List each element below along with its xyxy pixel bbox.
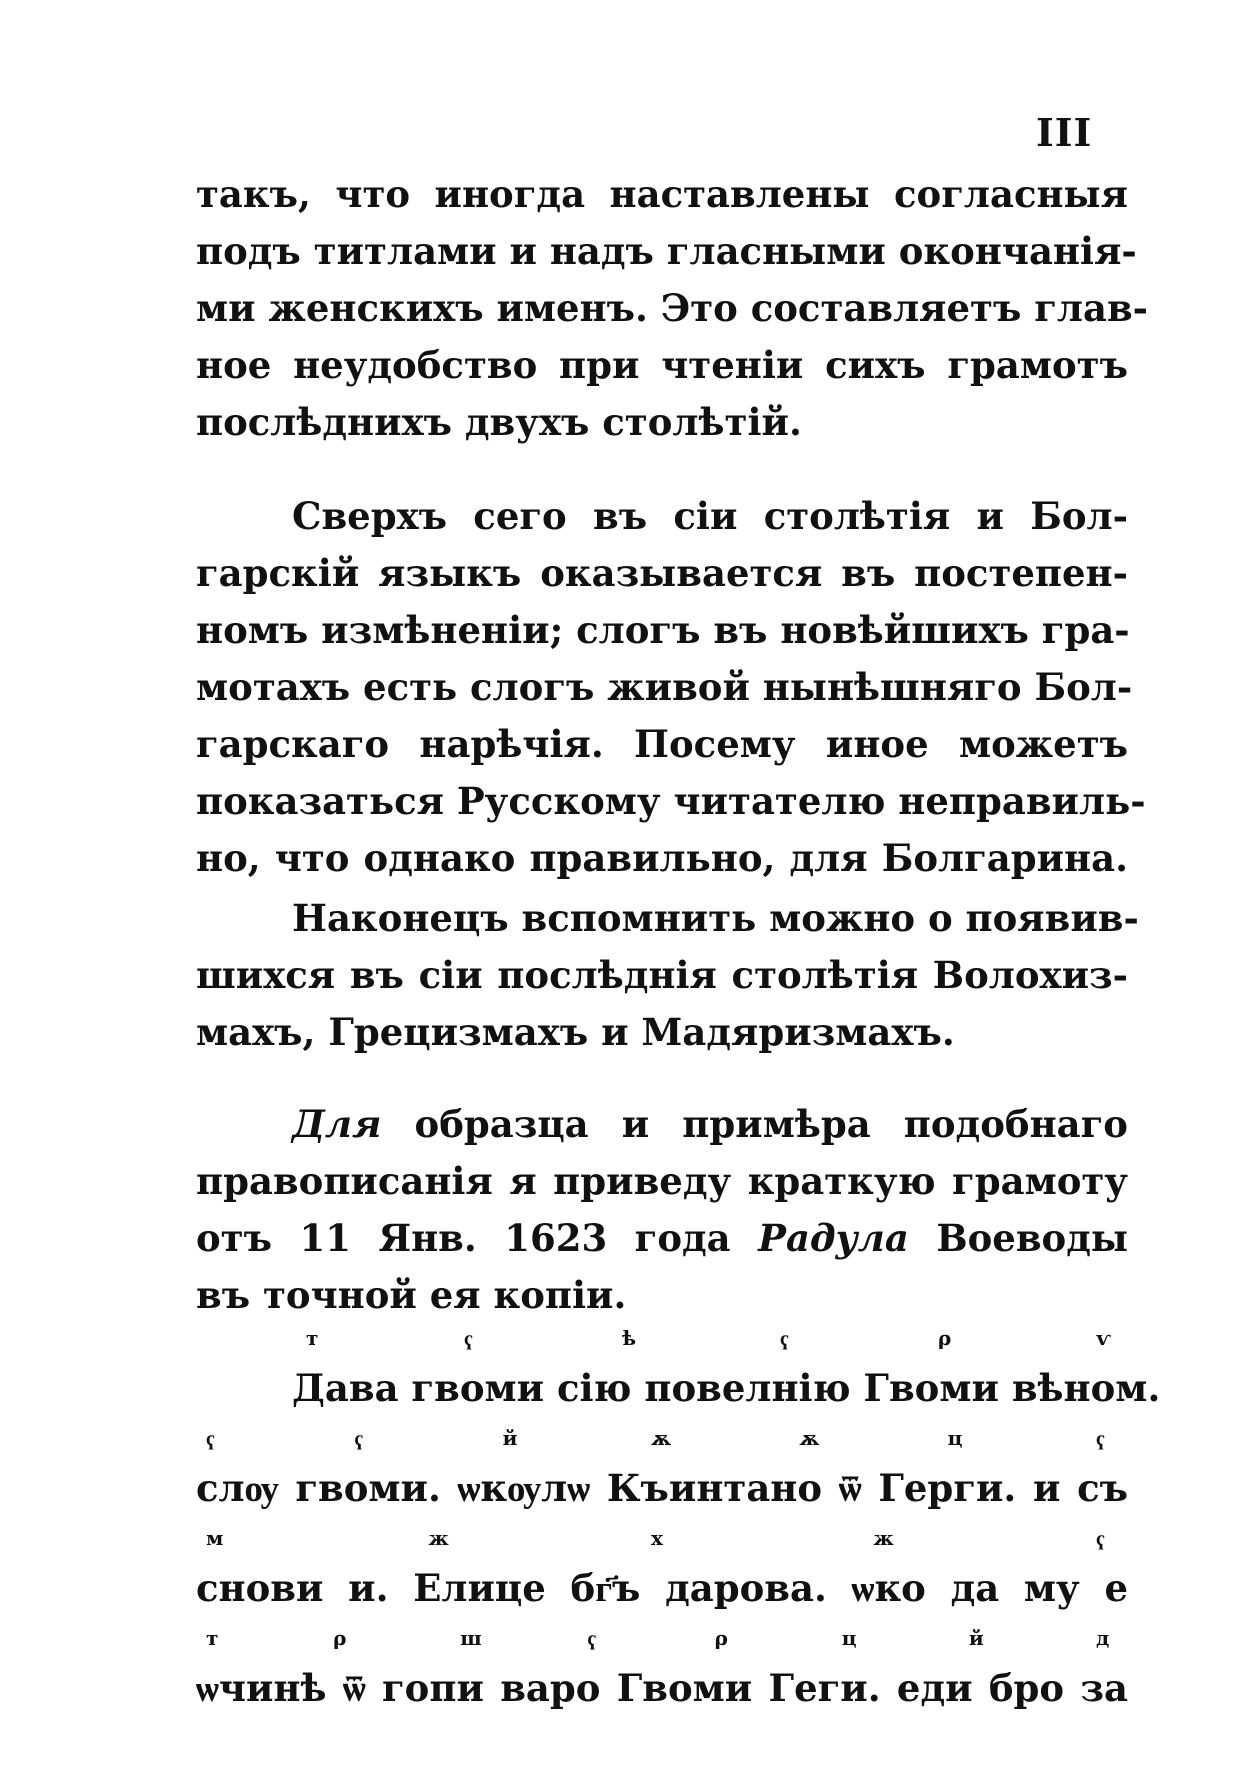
text-line-with-italic bbox=[196, 1096, 1128, 1153]
superscript-mark: т bbox=[206, 1626, 219, 1650]
text-line: ми женскихъ именъ. Это составляетъ глав- bbox=[196, 286, 1149, 330]
paragraph-4 bbox=[196, 1096, 1128, 1324]
superscript-mark: м bbox=[206, 1526, 224, 1550]
superscript-mark: й bbox=[502, 1426, 518, 1450]
italic-word: Для bbox=[292, 1102, 382, 1146]
word: Воеводы bbox=[936, 1216, 1128, 1260]
text-line: махъ, Грецизмахъ и Мадяризмахъ. bbox=[196, 1010, 955, 1054]
text-line: гарскаго нарѣчія. Посему иное можетъ bbox=[196, 722, 1128, 766]
paragraph-3 bbox=[196, 890, 1139, 1061]
word: подобнаго bbox=[903, 1102, 1128, 1146]
text-line: въ точной ея копіи. bbox=[196, 1273, 627, 1317]
text-line: показаться Русскому читателю неправиль- bbox=[196, 779, 1146, 823]
text-line-with-italic bbox=[196, 1210, 1128, 1267]
word: отъ bbox=[196, 1216, 272, 1260]
charter-line: ѡчинѣ ѿ гопи варо Гвоми Геги. еди бро за bbox=[196, 1666, 1128, 1710]
text-line: послѣднихъ двухъ столѣтій. bbox=[196, 400, 802, 444]
superscript-mark: ц bbox=[947, 1426, 963, 1450]
text-line: номъ измѣненіи; слогъ въ новѣйшихъ гра- bbox=[196, 608, 1130, 652]
superscript-mark: ҁ bbox=[1096, 1526, 1105, 1550]
superscript-mark: ҁ bbox=[354, 1426, 364, 1450]
text-line: но, что однако правильно, для Болгарина. bbox=[196, 836, 1128, 880]
text-line: Сверхъ сего въ сіи столѣтія и Бол- bbox=[292, 494, 1128, 538]
text-line: правописанія я приведу краткую грамоту bbox=[196, 1159, 1128, 1203]
charter-line: снови и. Елице бг҃ъ дарова. ѡко да му е bbox=[196, 1566, 1128, 1610]
text-line: Наконецъ вспомнить можно о появив- bbox=[292, 896, 1139, 940]
superscript-mark: ѫ bbox=[799, 1426, 820, 1450]
italic-word: Радула bbox=[758, 1216, 909, 1260]
superscript-row bbox=[196, 1514, 1128, 1562]
superscript-row bbox=[196, 1314, 1128, 1362]
word: образца bbox=[414, 1102, 589, 1146]
text-line: гарскій языкъ оказывается въ постепен- bbox=[196, 551, 1128, 595]
superscript-mark: ц bbox=[841, 1626, 857, 1650]
text-line: ное неудобство при чтеніи сихъ грамотъ bbox=[196, 343, 1128, 387]
charter-excerpt bbox=[196, 1314, 1161, 1714]
word: Янв. bbox=[378, 1216, 477, 1260]
text-line: такъ, что иногда наставлены согласныя bbox=[196, 172, 1128, 216]
text-line: подъ титлами и надъ гласными окончанія- bbox=[196, 229, 1137, 273]
charter-line: слѹ гвоми. ѡкѹлѡ Къинтано ѿ Герги. и съ bbox=[196, 1466, 1128, 1510]
superscript-mark: ρ bbox=[938, 1326, 952, 1350]
superscript-mark: ρ bbox=[333, 1626, 347, 1650]
superscript-mark: й bbox=[968, 1626, 984, 1650]
word: и bbox=[621, 1102, 650, 1146]
superscript-mark: ѣ bbox=[622, 1326, 637, 1350]
page-number: III bbox=[1036, 110, 1093, 155]
superscript-mark: ѫ bbox=[651, 1426, 672, 1450]
charter-line: Дава гвоми сію повелнію Гвоми вѣном. bbox=[292, 1366, 1161, 1410]
superscript-mark: х bbox=[651, 1526, 663, 1550]
word: 1623 bbox=[504, 1216, 608, 1260]
superscript-mark: ҁ bbox=[1096, 1426, 1105, 1450]
superscript-mark: ҁ bbox=[587, 1626, 597, 1650]
superscript-mark: ҁ bbox=[780, 1326, 789, 1350]
text-line: шихся въ сіи послѣднія столѣтія Волохиз- bbox=[196, 953, 1128, 997]
superscript-mark: ш bbox=[460, 1626, 482, 1650]
superscript-mark: ҁ bbox=[464, 1326, 473, 1350]
text-line: мотахъ есть слогъ живой нынѣшняго Бол- bbox=[196, 665, 1133, 709]
superscript-mark: т bbox=[306, 1326, 319, 1350]
superscript-mark: ж bbox=[873, 1526, 894, 1550]
paragraph-2 bbox=[196, 488, 1146, 887]
word: года bbox=[634, 1216, 731, 1260]
superscript-row bbox=[196, 1614, 1128, 1662]
superscript-mark: ѵ bbox=[1096, 1326, 1111, 1350]
superscript-row bbox=[196, 1414, 1128, 1462]
superscript-mark: д bbox=[1096, 1626, 1110, 1650]
superscript-mark: ρ bbox=[714, 1626, 728, 1650]
word: 11 bbox=[299, 1216, 351, 1260]
superscript-mark: ж bbox=[428, 1526, 449, 1550]
word: примѣра bbox=[682, 1102, 871, 1146]
superscript-mark: ҁ bbox=[206, 1426, 215, 1450]
paragraph-1 bbox=[196, 166, 1149, 451]
